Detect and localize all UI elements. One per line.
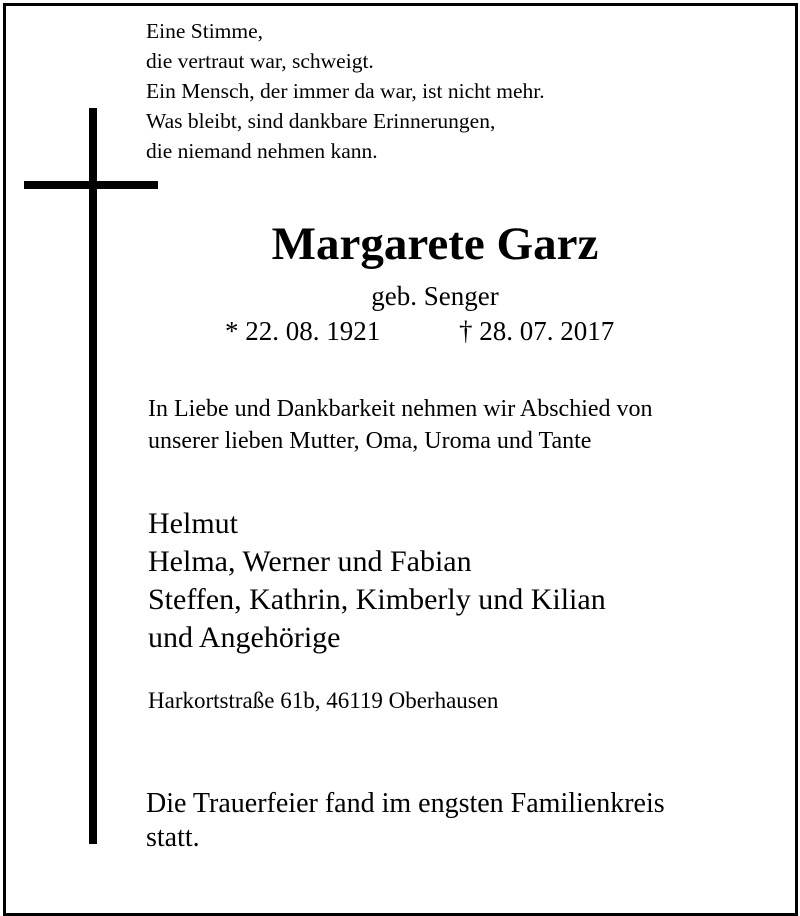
mourner-line: Helmut <box>148 507 238 540</box>
poem-line: Ein Mensch, der immer da war, ist nicht mehr. <box>146 79 545 103</box>
deceased-name: Margarete Garz <box>271 218 599 270</box>
birth-name: geb. Senger <box>371 281 499 311</box>
poem-line: die niemand nehmen kann. <box>146 139 378 163</box>
funeral-notice <box>146 787 665 855</box>
farewell-line: unserer lieben Mutter, Oma, Uroma und Tante <box>148 428 592 454</box>
mourner-line: Helma, Werner und Fabian <box>148 545 472 578</box>
poem-line: Was bleibt, sind dankbare Erinnerungen, <box>146 109 496 133</box>
birth-date: * 22. 08. 1921 <box>225 316 381 346</box>
poem-line: die vertraut war, schweigt. <box>146 49 374 73</box>
poem-line: Eine Stimme, <box>146 19 264 43</box>
mourner-line: Steffen, Kathrin, Kimberly und Kilian <box>148 583 606 616</box>
cross-horizontal-bar <box>24 181 158 189</box>
notice-line: Die Trauerfeier fand im engsten Familienkreis <box>146 788 665 819</box>
notice-line: statt. <box>146 822 200 853</box>
farewell-text <box>148 393 653 457</box>
mourner-line: und Angehörige <box>148 621 341 654</box>
address: Harkortstraße 61b, 46119 Oberhausen <box>148 688 499 713</box>
life-dates <box>225 314 615 348</box>
death-date: † 28. 07. 2017 <box>459 316 615 346</box>
poem <box>146 16 545 166</box>
farewell-line: In Liebe und Dankbarkeit nehmen wir Abschied von <box>148 396 653 422</box>
mourners-list <box>148 505 606 657</box>
